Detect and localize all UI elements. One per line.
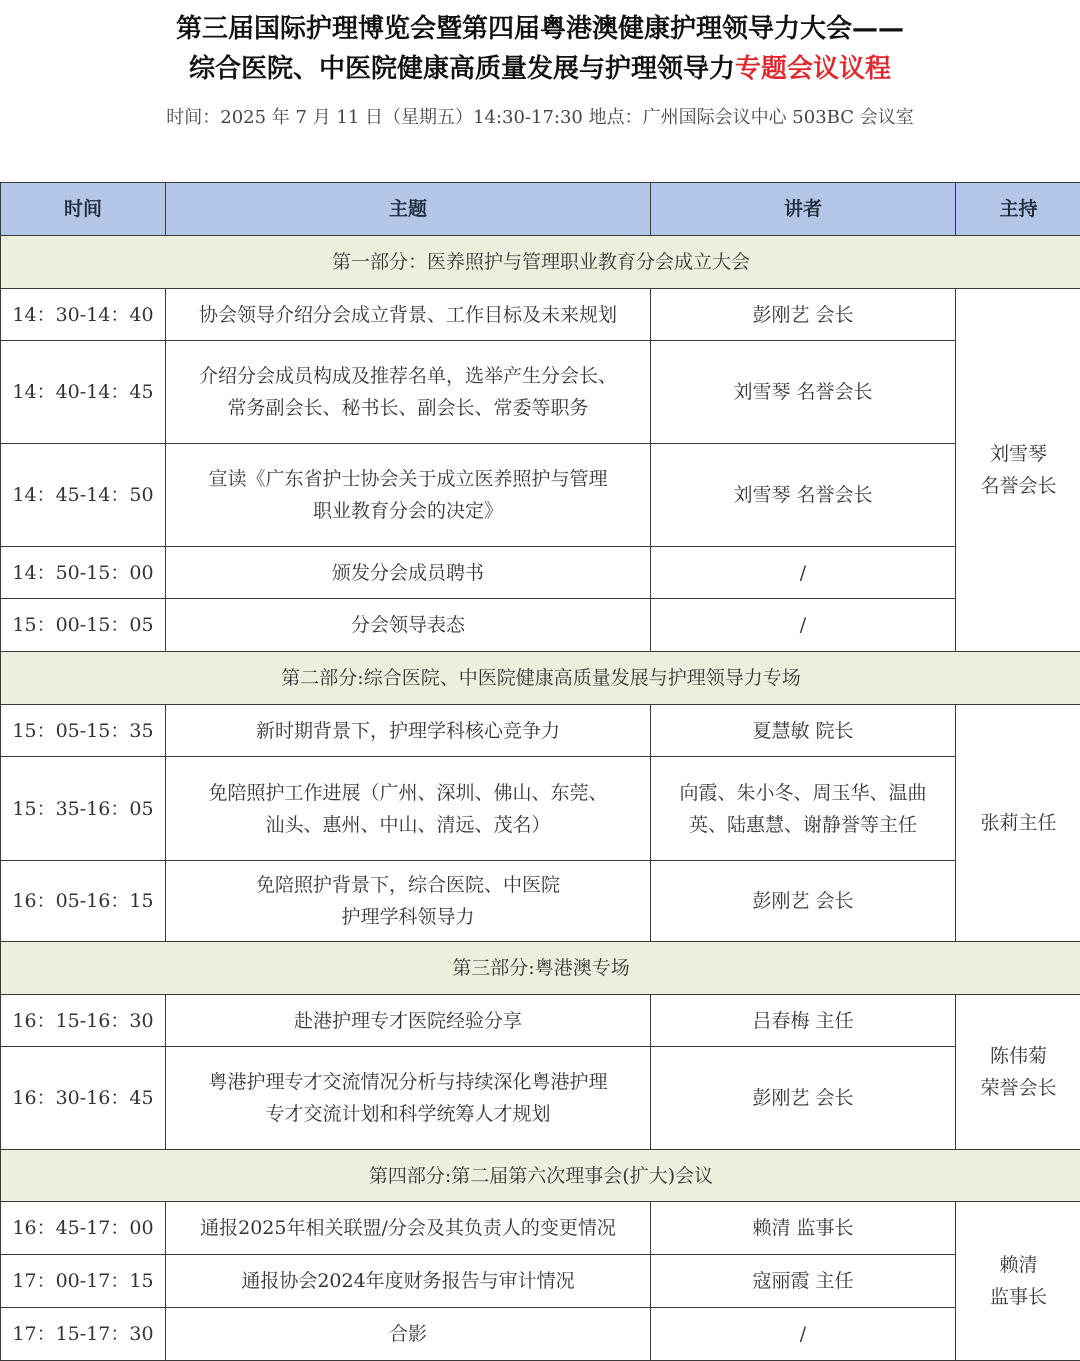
- table-row: [1, 341, 1080, 444]
- time-location-line: 时间：2025 年 7 月 11 日（星期五）14:30-17:30 地点：广州国际会议中心 503BC 会议室: [0, 103, 1080, 129]
- host-cell: 赖清 监事长: [956, 1202, 1080, 1361]
- table-row: [1, 1255, 1080, 1308]
- topic-cell: 粤港护理专才交流情况分析与持续深化粤港护理 专才交流计划和科学统筹人才规划: [166, 1047, 651, 1150]
- speaker-cell: 彭刚艺 会长: [651, 1047, 956, 1150]
- section-title: 第二部分:综合医院、中医院健康高质量发展与护理领导力专场: [1, 652, 1080, 705]
- topic-cell: 新时期背景下，护理学科核心竞争力: [166, 705, 651, 757]
- speaker-cell: /: [651, 547, 956, 599]
- table-header-row: [1, 183, 1080, 236]
- time-cell: 16：15-16：30: [1, 995, 166, 1047]
- table-row: [1, 1047, 1080, 1150]
- speaker-cell: 刘雪琴 名誉会长: [651, 444, 956, 547]
- column-header-host: 主持: [956, 183, 1080, 236]
- section-row-3: [1, 942, 1080, 995]
- table-row: [1, 1308, 1080, 1361]
- topic-cell: 颁发分会成员聘书: [166, 547, 651, 599]
- speaker-cell: 夏慧敏 院长: [651, 705, 956, 757]
- time-cell: 14：40-14：45: [1, 341, 166, 444]
- topic-cell: 免陪照护工作进展（广州、深圳、佛山、东莞、 汕头、惠州、中山、清远、茂名）: [166, 757, 651, 861]
- time-cell: 15：05-15：35: [1, 705, 166, 757]
- time-cell: 14：50-15：00: [1, 547, 166, 599]
- title-black-part: 综合医院、中医院健康高质量发展与护理领导力: [189, 54, 735, 84]
- host-cell: 张莉主任: [956, 705, 1080, 942]
- agenda-table: [0, 182, 1080, 1361]
- table-row: [1, 599, 1080, 652]
- table-row: [1, 995, 1080, 1047]
- topic-cell: 宣读《广东省护士协会关于成立医养照护与管理 职业教育分会的决定》: [166, 444, 651, 547]
- column-header-time: 时间: [1, 183, 166, 236]
- section-row-1: [1, 236, 1080, 289]
- section-title: 第四部分:第二届第六次理事会(扩大)会议: [1, 1150, 1080, 1202]
- host-cell: 陈伟菊 荣誉会长: [956, 995, 1080, 1150]
- table-row: [1, 757, 1080, 861]
- speaker-cell: /: [651, 599, 956, 652]
- time-cell: 14：45-14：50: [1, 444, 166, 547]
- speaker-cell: 向霞、朱小冬、周玉华、温曲 英、陆惠慧、谢静誉等主任: [651, 757, 956, 861]
- section-title: 第三部分:粤港澳专场: [1, 942, 1080, 995]
- title-red-part: 专题会议议程: [735, 54, 891, 84]
- table-row: [1, 705, 1080, 757]
- host-cell: 刘雪琴 名誉会长: [956, 289, 1080, 652]
- speaker-cell: 彭刚艺 会长: [651, 861, 956, 942]
- time-cell: 15：35-16：05: [1, 757, 166, 861]
- topic-cell: 通报协会2024年度财务报告与审计情况: [166, 1255, 651, 1308]
- speaker-cell: 吕春梅 主任: [651, 995, 956, 1047]
- table-row: [1, 289, 1080, 341]
- time-cell: 16：45-17：00: [1, 1202, 166, 1255]
- topic-cell: 通报2025年相关联盟/分会及其负责人的变更情况: [166, 1202, 651, 1255]
- column-header-speaker: 讲者: [651, 183, 956, 236]
- time-cell: 17：15-17：30: [1, 1308, 166, 1361]
- speaker-cell: 寇丽霞 主任: [651, 1255, 956, 1308]
- speaker-cell: 赖清 监事长: [651, 1202, 956, 1255]
- speaker-cell: /: [651, 1308, 956, 1361]
- topic-cell: 赴港护理专才医院经验分享: [166, 995, 651, 1047]
- table-row: [1, 444, 1080, 547]
- section-row-2: [1, 652, 1080, 705]
- time-cell: 15：00-15：05: [1, 599, 166, 652]
- column-header-topic: 主题: [166, 183, 651, 236]
- time-cell: 16：05-16：15: [1, 861, 166, 942]
- section-title: 第一部分：医养照护与管理职业教育分会成立大会: [1, 236, 1080, 289]
- speaker-cell: 刘雪琴 名誉会长: [651, 341, 956, 444]
- page-title-line1: 第三届国际护理博览会暨第四届粤港澳健康护理领导力大会——: [0, 8, 1080, 45]
- time-cell: 16：30-16：45: [1, 1047, 166, 1150]
- topic-cell: 免陪照护背景下，综合医院、中医院 护理学科领导力: [166, 861, 651, 942]
- page-title-line2: [0, 48, 1080, 85]
- topic-cell: 介绍分会成员构成及推荐名单，选举产生分会长、 常务副会长、秘书长、副会长、常委等职务: [166, 341, 651, 444]
- table-row: [1, 547, 1080, 599]
- topic-cell: 分会领导表态: [166, 599, 651, 652]
- table-row: [1, 1202, 1080, 1255]
- time-cell: 17：00-17：15: [1, 1255, 166, 1308]
- section-row-4: [1, 1150, 1080, 1202]
- topic-cell: 协会领导介绍分会成立背景、工作目标及未来规划: [166, 289, 651, 341]
- topic-cell: 合影: [166, 1308, 651, 1361]
- time-cell: 14：30-14：40: [1, 289, 166, 341]
- table-row: [1, 861, 1080, 942]
- speaker-cell: 彭刚艺 会长: [651, 289, 956, 341]
